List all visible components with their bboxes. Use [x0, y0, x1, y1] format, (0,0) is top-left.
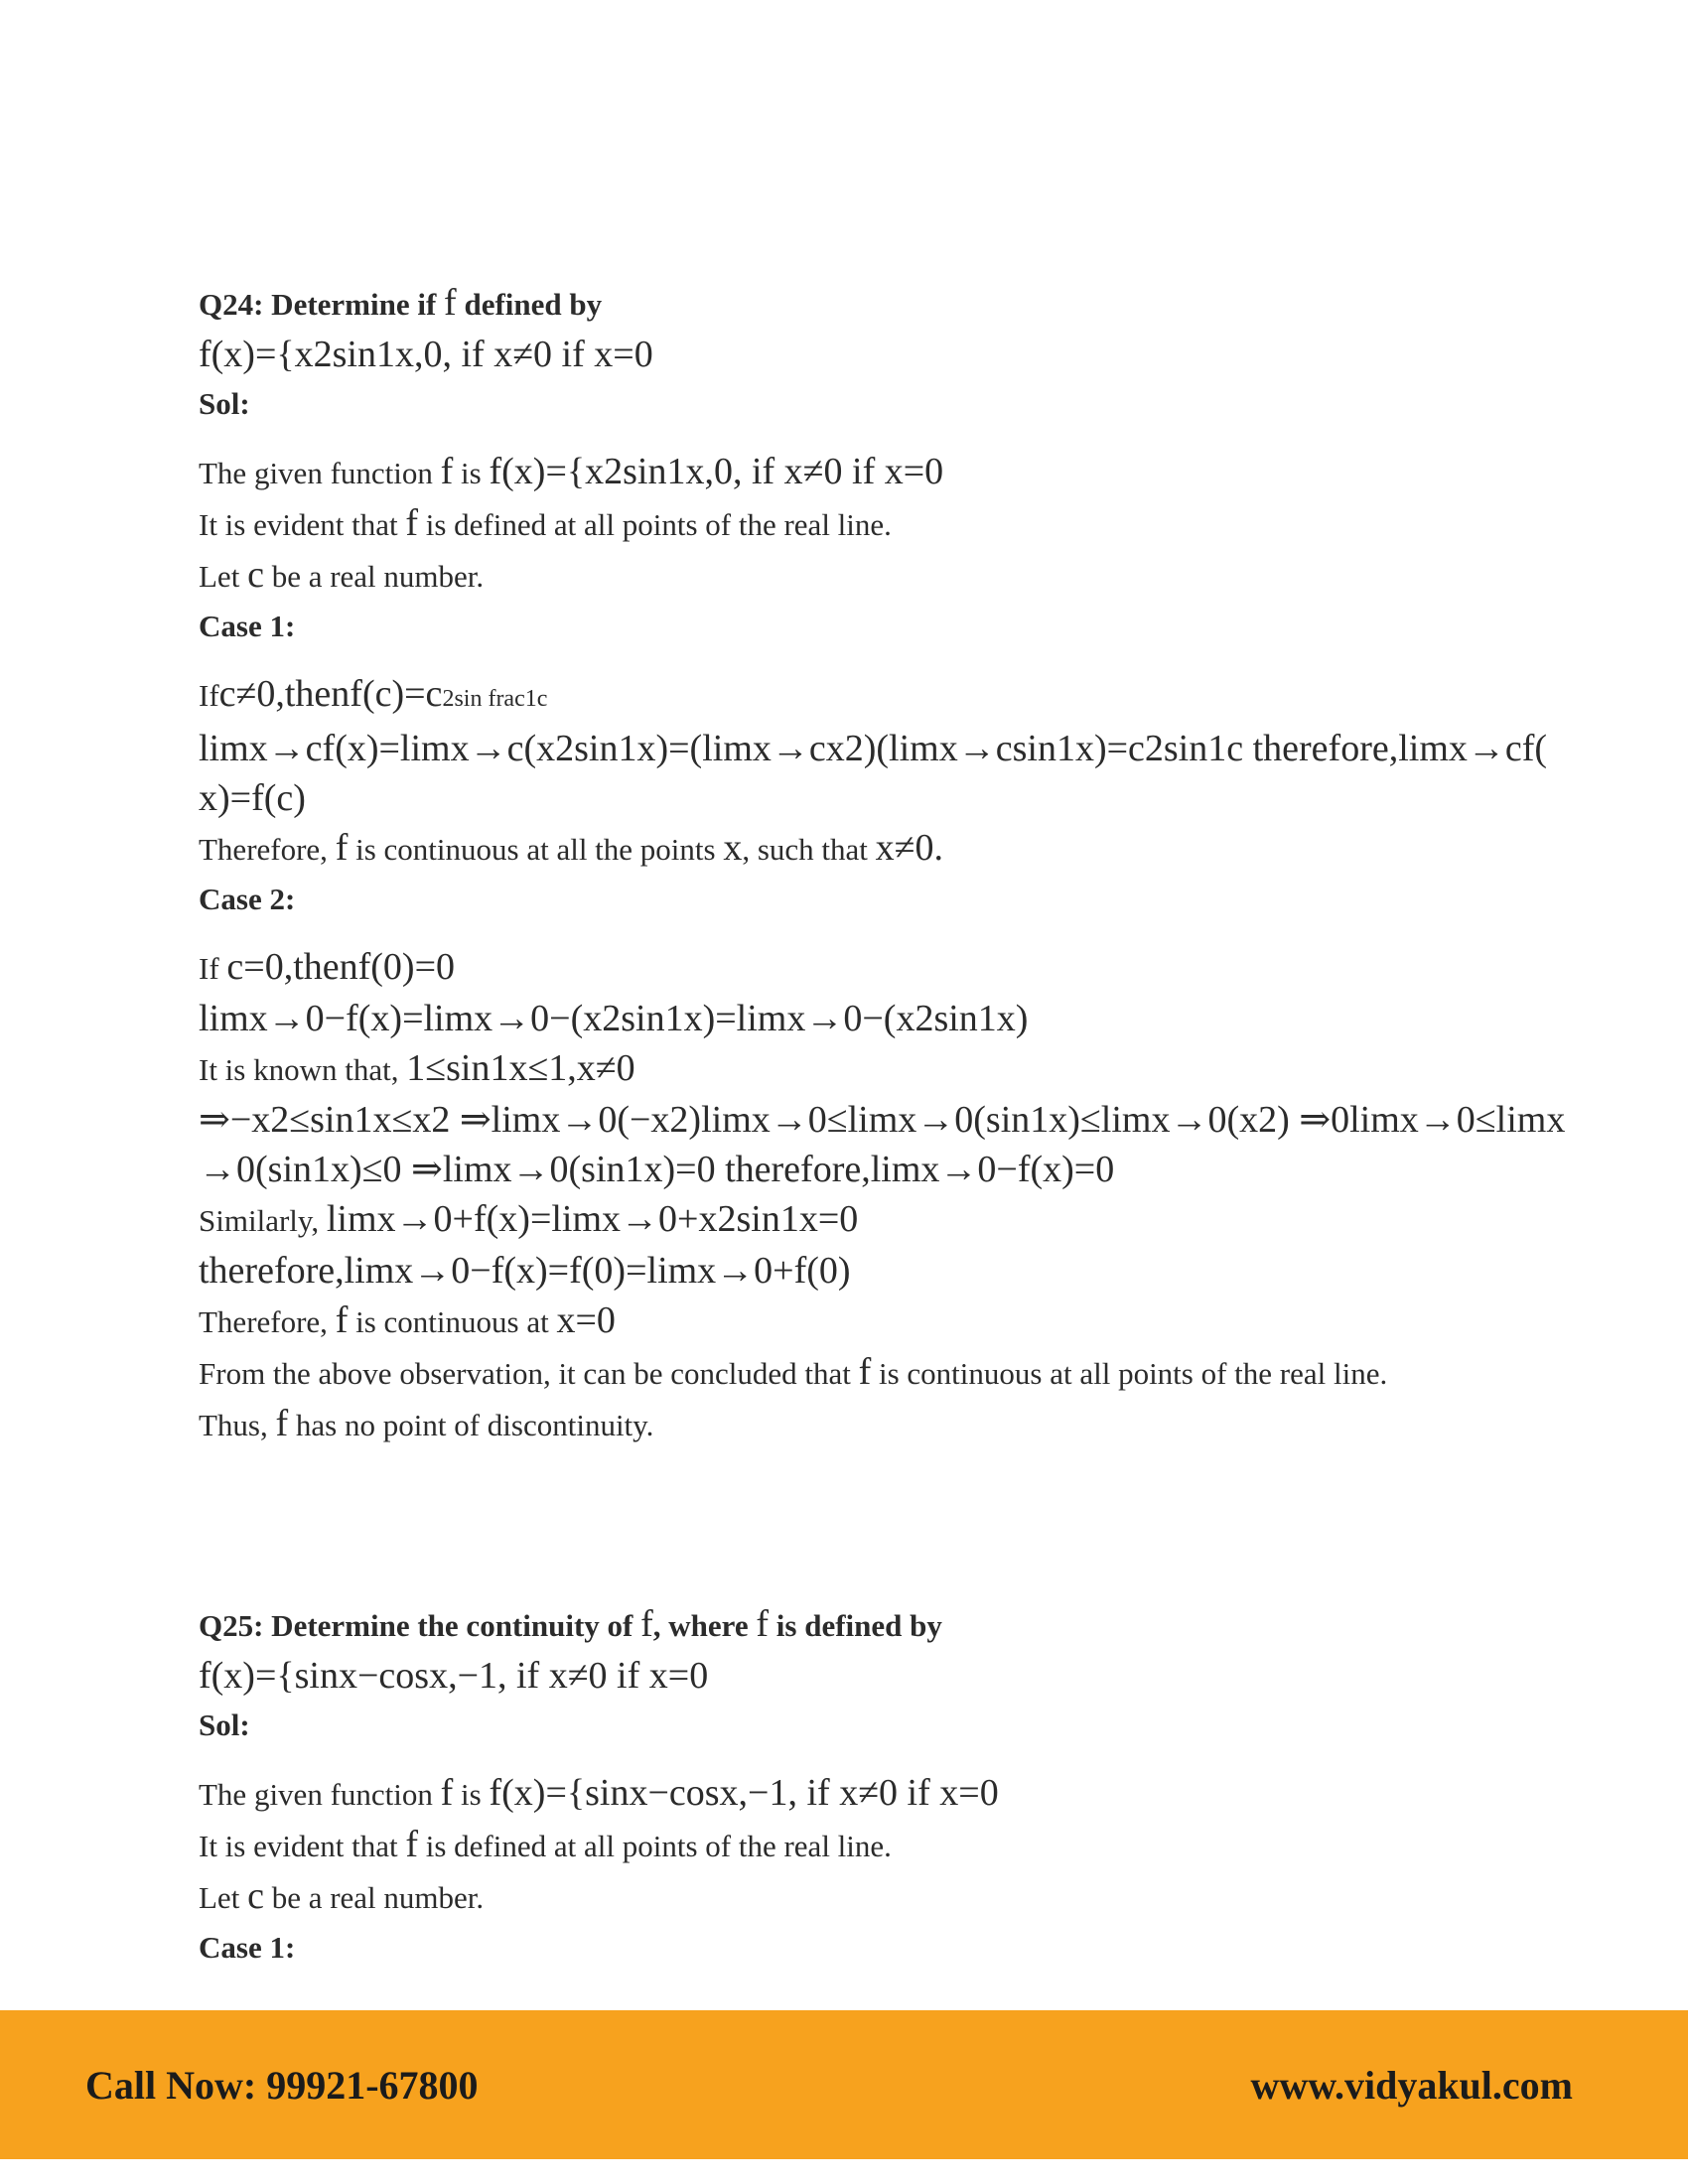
q24-obs-f: f	[858, 1351, 872, 1393]
q24-c2-expr: c=0,thenf(0)=0	[226, 946, 456, 988]
q25-title-suffix: is defined by	[775, 1608, 942, 1643]
q24-case2-implication-cont: →0(sin1x)≤0 ⇒limx→0(sin1x)=0 therefore,limx→0−f(x)=0	[199, 1149, 1115, 1190]
q24-c2-known-expr: 1≤sin1x≤1,x≠0	[406, 1047, 635, 1089]
q25-given-is: is	[461, 1777, 482, 1812]
q24-let-b: be a real number.	[271, 559, 485, 594]
q24-c2-conc-expr: x=0	[556, 1299, 616, 1341]
q24-given-text: The given function	[199, 456, 433, 490]
q24-c1-conc-expr: x≠0.	[875, 827, 944, 869]
q24-case2-implication: ⇒−x2≤sin1x≤x2 ⇒limx→0(−x2)limx→0≤limx→0(sin1x)≤limx→0(x2) ⇒0limx→0≤limx	[199, 1099, 1566, 1141]
q24-case1-limit-cont: x)=f(c)	[199, 777, 306, 819]
q25-title-var: f	[640, 1603, 653, 1645]
q24-thus-f: f	[275, 1403, 289, 1444]
q24-obs-b: is continuous at all points of the real line.	[878, 1356, 1388, 1391]
q24-c2-sim-expr: limx→0+f(x)=limx→0+x2sin1x=0	[326, 1198, 859, 1240]
q24-c1-conc-x: x	[723, 827, 743, 869]
q25-title-text: Q25: Determine the continuity of	[199, 1608, 633, 1643]
q24-case2-conclusion	[199, 1296, 1509, 1347]
q25-title	[199, 1599, 1509, 1651]
q24-c2-if: If	[199, 951, 219, 986]
q24-case1-if	[199, 669, 1509, 724]
q25-given-var: f	[440, 1772, 454, 1814]
q24-obs-a: From the above observation, it can be concluded that	[199, 1356, 851, 1391]
q25-let	[199, 1871, 1509, 1923]
q24-title-text: Q24: Determine if	[199, 287, 437, 322]
q25-title-mid: , where	[652, 1608, 749, 1643]
q24-case1-limit: limx→cf(x)=limx→c(x2sin1x)=(limx→cx2)(limx→csin1x)=c2sin1c therefore,limx→cf(	[199, 728, 1548, 769]
q24-case2-therefore: therefore,limx→0−f(x)=f(0)=limx→0+f(0)	[199, 1250, 851, 1292]
q24-definition: f(x)={x2sin1x,0, if x≠0 if x=0	[199, 334, 653, 375]
q24-evident-var: f	[405, 502, 418, 544]
q24-c1-conc-a: Therefore,	[199, 832, 328, 867]
q24-c1-if: If	[199, 678, 219, 713]
q24-given	[199, 447, 1509, 498]
q24-sol-label: Sol:	[199, 386, 250, 421]
q25-given	[199, 1768, 1509, 1820]
q24-case2-label: Case 2:	[199, 882, 296, 916]
q24-c1-conc-c: , such that	[742, 832, 868, 867]
q24-c2-sim: Similarly,	[199, 1203, 320, 1238]
q24-let	[199, 550, 1509, 602]
website-link[interactable]: www.vidyakul.com	[1250, 2063, 1573, 2108]
q24-let-var: c	[247, 554, 264, 596]
q24-title-suffix: defined by	[464, 287, 603, 322]
q25-evident-b: is defined at all points of the real line.	[425, 1829, 892, 1863]
q25-given-text: The given function	[199, 1777, 433, 1812]
q24-title-var: f	[444, 282, 457, 324]
q24-case2-limit: limx→0−f(x)=limx→0−(x2sin1x)=limx→0−(x2sin1x)	[199, 998, 1029, 1039]
q25-given-expr: f(x)={sinx−cosx,−1, if x≠0 if x=0	[489, 1772, 999, 1814]
q24-c2-conc-a: Therefore,	[199, 1304, 328, 1339]
q24-observation	[199, 1347, 1509, 1399]
q25-evident-a: It is evident that	[199, 1829, 398, 1863]
q24-case2-similarly	[199, 1194, 1509, 1246]
q24-c1-conc-b: is continuous at all the points	[355, 832, 716, 867]
q24-evident-a: It is evident that	[199, 507, 398, 542]
q25-sol-label: Sol:	[199, 1707, 250, 1742]
q24-c2-conc-b: is continuous at	[355, 1304, 549, 1339]
call-now-text: Call Now: 99921-67800	[85, 2063, 479, 2108]
q25-evident-var: f	[405, 1824, 418, 1865]
document-body	[199, 278, 1566, 1973]
q25-definition: f(x)={sinx−cosx,−1, if x≠0 if x=0	[199, 1655, 709, 1697]
q24-c1-expr: c≠0,thenf(c)=c	[218, 673, 443, 715]
q24-c1-small: 2sin frac1c	[442, 686, 548, 712]
q25-title-var2: f	[756, 1603, 770, 1645]
q24-case2-known	[199, 1043, 1509, 1095]
q24-given-expr: f(x)={x2sin1x,0, if x≠0 if x=0	[489, 451, 944, 492]
q24-c1-conc-f: f	[335, 827, 349, 869]
q24-given-var: f	[440, 451, 454, 492]
section-spacer	[199, 1450, 1509, 1599]
q24-c2-known: It is known that,	[199, 1052, 399, 1087]
q24-case2-if	[199, 942, 1509, 994]
q25-let-b: be a real number.	[271, 1880, 485, 1915]
q25-let-var: c	[247, 1875, 264, 1917]
q24-let-a: Let	[199, 559, 240, 594]
q24-c2-conc-f: f	[335, 1299, 349, 1341]
q24-thus	[199, 1399, 1509, 1450]
q24-thus-a: Thus,	[199, 1408, 268, 1442]
q24-evident-b: is defined at all points of the real line.	[425, 507, 892, 542]
q25-evident	[199, 1820, 1509, 1871]
q24-title	[199, 278, 1509, 330]
q25-case1-label: Case 1:	[199, 1930, 296, 1965]
q24-evident	[199, 498, 1509, 550]
q25-let-a: Let	[199, 1880, 240, 1915]
q24-given-is: is	[461, 456, 482, 490]
q24-case1-conclusion	[199, 823, 1509, 875]
q24-case1-label: Case 1:	[199, 609, 296, 643]
q24-thus-b: has no point of discontinuity.	[295, 1408, 654, 1442]
footer-banner	[0, 2010, 1688, 2159]
